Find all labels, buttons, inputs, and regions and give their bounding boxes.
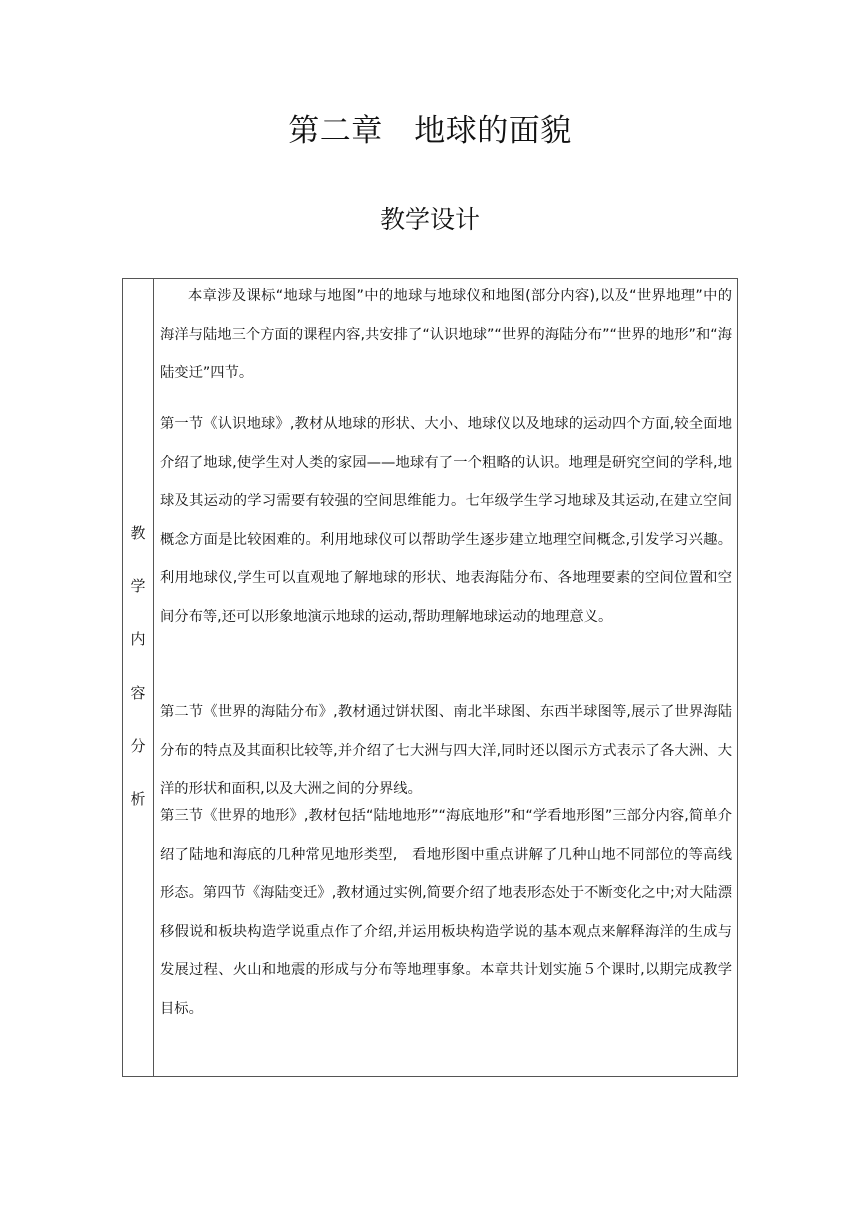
row-label-char: 内: [130, 630, 146, 648]
row-label-char: 教: [130, 524, 146, 542]
row-label-column: [123, 279, 154, 1076]
section-3-4-paragraph: 第三节《世界的地形》,教材包括“陆地地形”“海底地形”和“学看地形图”三部分内容,简单介绍了陆地和海底的几种常见地形类型, 看地形图中重点讲解了几种山地不同部位的等高线形态。第四节《海陆变迁》,教材通过实例,简要介绍了地表形态处于不断变化之中;对大陆漂移假说和板块构造学说重点作了介绍,并运用板块构造学说的基本观点来解释海洋的生成与发展过程、火山和地震的形成与分布等地理事象。本章共计划实施５个课时,以期完成教学目标。: [160, 808, 732, 1017]
teaching-content-table: [122, 278, 738, 1077]
row-label-char: 分: [130, 737, 146, 755]
row-label-char: 析: [130, 790, 146, 808]
section-1-paragraph: 第一节《认识地球》,教材从地球的形状、大小、地球仪以及地球的运动四个方面,较全面地介绍了地球,使学生对人类的家园——地球有了一个粗略的认识。地理是研究空间的学科,地球及其运动的学习需要有较强的空间思维能力。七年级学生学习地球及其运动,在建立空间概念方面是比较困难的。利用地球仪可以帮助学生逐步建立地理空间概念,引发学习兴趣。利用地球仪,学生可以直观地了解地球的形状、地表海陆分布、各地理要素的空间位置和空间分布等,还可以形象地演示地球的运动,帮助理解地球运动的地理意义。: [160, 416, 732, 625]
row-label-char: 容: [130, 684, 146, 702]
document-subtitle: 教学设计: [379, 205, 480, 234]
row-label-char: 学: [130, 577, 146, 595]
intro-paragraph: 本章涉及课标“地球与地图”中的地球与地球仪和地图(部分内容),以及“世界地理”中的海洋与陆地三个方面的课程内容,共安排了“认识地球”“世界的海陆分布”“世界的地形”和“海陆变迁”四节。: [160, 288, 732, 382]
section-2-paragraph: 第二节《世界的海陆分布》,教材通过饼状图、南北半球图、东西半球图等,展示了世界海陆分布的特点及其面积比较等,并介绍了七大洲与四大洋,同时还以图示方式表示了各大洲、大洋的形状和面积,以及大洲之间的分界线。: [160, 704, 732, 798]
chapter-title: 第二章 地球的面貌: [288, 113, 572, 149]
